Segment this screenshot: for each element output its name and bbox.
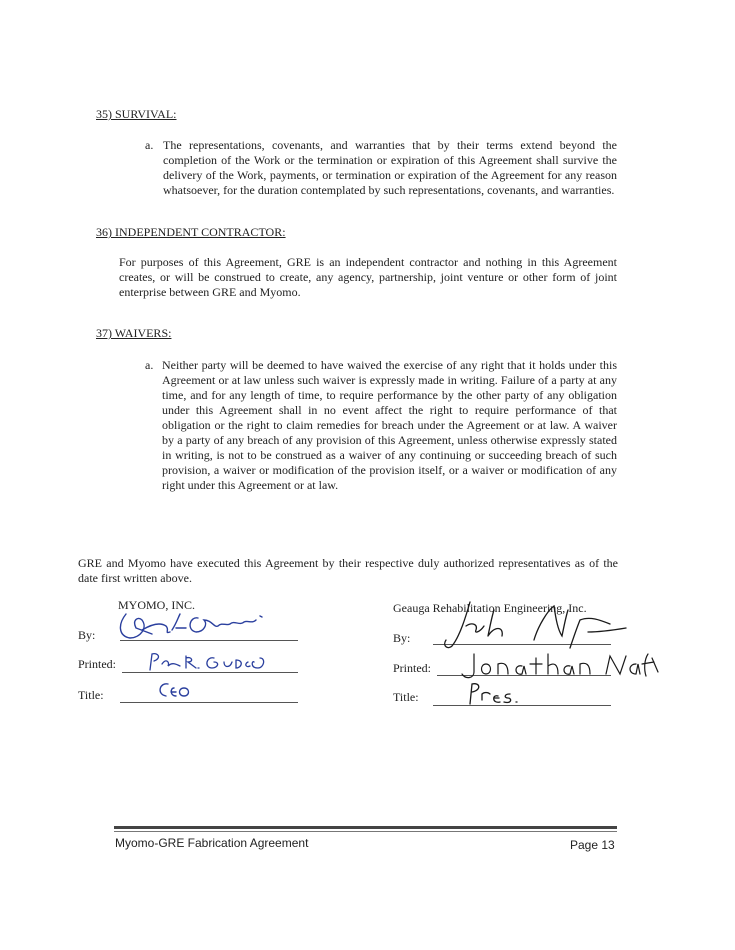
right-title-label: Title: <box>393 690 419 704</box>
section-37-heading: 37) WAIVERS: <box>96 326 172 340</box>
footer-rule-thick <box>114 826 617 829</box>
execution-clause: GRE and Myomo have executed this Agreement by their respective duly authorized representatives as of the date first written above. <box>78 556 618 585</box>
left-by-label: By: <box>78 628 96 642</box>
left-printed-handwriting <box>140 648 280 674</box>
left-printed-label: Printed: <box>78 657 116 671</box>
right-by-label: By: <box>393 631 411 645</box>
left-signature <box>112 604 272 644</box>
left-title-line <box>120 702 298 703</box>
section-37-item-a-text: Neither party will be deemed to have waived the exercise of any right that it holds under this Agreement or at law unless such waiver is expressly made in writing. Failure of a party at any time, and for any length of time, to require performance by the other party of any obligation under this Agreement shall in no event affect the right to require performance of that obligation or the right to claim remedies for breach under the Agreement or at law. A waiver by a party of any breach of any provision of this Agreement, unless otherwise expressly stated in writing, is not to be construed as a waiver of any continuing or succeeding breach of such provision, a waiver or modification of the provision itself, or a waiver or modification of any right under this Agreement or at law. <box>162 358 617 492</box>
footer-page-number: Page 13 <box>570 838 615 852</box>
right-printed-handwriting <box>440 650 660 682</box>
right-title-handwriting <box>464 680 524 706</box>
section-36-heading: 36) INDEPENDENT CONTRACTOR: <box>96 225 286 239</box>
section-35-item-a-label: a. <box>145 138 154 152</box>
left-title-handwriting <box>154 678 194 702</box>
footer-doc-title: Myomo-GRE Fabrication Agreement <box>115 836 309 850</box>
right-printed-label: Printed: <box>393 661 431 675</box>
section-36-text: For purposes of this Agreement, GRE is an independent contractor and nothing in this Agreement creates, or will be construed to create, any agency, partnership, joint venture or other form of joint enterprise between GRE and Myomo. <box>119 255 617 299</box>
left-company-name: MYOMO, INC. <box>118 598 196 612</box>
footer-rule-thin <box>114 831 617 832</box>
right-company-name: Geauga Rehabilitation Engineering, Inc. <box>393 601 587 615</box>
left-title-label: Title: <box>78 688 104 702</box>
right-signature <box>430 596 630 652</box>
section-37-item-a-label: a. <box>145 358 154 372</box>
section-35-heading: 35) SURVIVAL: <box>96 107 177 121</box>
section-35-item-a-text: The representations, covenants, and warranties that by their terms extend beyond the completion of the Work or the termination or expiration of this Agreement shall survive the delivery of the Work, payments, or termination or expiration of the Agreement for any reason whatsoever, for the duration contemplated by such representations, covenants, and warranties. <box>163 138 617 197</box>
